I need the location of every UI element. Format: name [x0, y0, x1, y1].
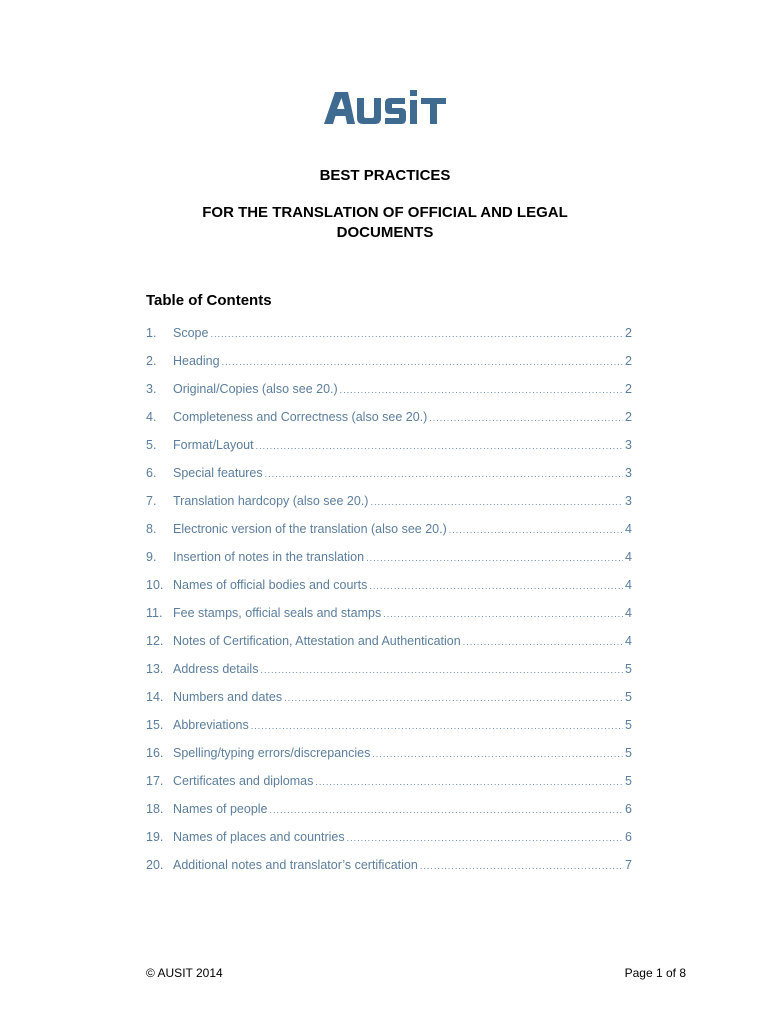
- toc-item-title[interactable]: Names of official bodies and courts: [173, 578, 368, 592]
- toc-dot-leader: [340, 379, 623, 401]
- toc-dot-leader: [463, 631, 623, 653]
- toc-item-12[interactable]: [146, 630, 632, 658]
- toc-item-number: 11.: [146, 606, 163, 620]
- toc-dot-leader: [270, 799, 624, 821]
- toc-item-13[interactable]: [146, 658, 632, 686]
- toc-item-11[interactable]: [146, 602, 632, 630]
- toc-item-number: 4.: [146, 410, 157, 424]
- toc-item-number: 9.: [146, 550, 157, 564]
- document-subtitle: [0, 203, 770, 243]
- ausit-logo: [322, 88, 448, 126]
- toc-dot-leader: [449, 519, 623, 541]
- toc-item-2[interactable]: [146, 350, 632, 378]
- toc-item-number: 2.: [146, 354, 157, 368]
- toc-item-number: 19.: [146, 830, 164, 844]
- toc-item-title[interactable]: Names of places and countries: [173, 830, 345, 844]
- toc-item-number: 12.: [146, 634, 164, 648]
- toc-dot-leader: [347, 827, 623, 849]
- toc-item-page[interactable]: 2: [625, 354, 632, 368]
- toc-item-4[interactable]: [146, 406, 632, 434]
- toc-item-number: 1.: [146, 326, 157, 340]
- toc-item-number: 8.: [146, 522, 157, 536]
- toc-dot-leader: [369, 575, 623, 597]
- toc-dot-leader: [383, 603, 623, 625]
- toc-dot-leader: [370, 491, 623, 513]
- toc-item-title[interactable]: Additional notes and translator’s certification: [173, 858, 418, 872]
- toc-item-title[interactable]: Heading: [173, 354, 220, 368]
- toc-item-number: 17.: [146, 774, 164, 788]
- toc-item-page[interactable]: 7: [625, 858, 632, 872]
- toc-item-page[interactable]: 2: [625, 382, 632, 396]
- toc-item-title[interactable]: Special features: [173, 466, 263, 480]
- toc-item-17[interactable]: [146, 770, 632, 798]
- toc-item-18[interactable]: [146, 798, 632, 826]
- toc-item-title[interactable]: Electronic version of the translation (also see 20.): [173, 522, 447, 536]
- toc-item-title[interactable]: Certificates and diplomas: [173, 774, 314, 788]
- toc-item-page[interactable]: 4: [625, 522, 632, 536]
- toc-item-9[interactable]: [146, 546, 632, 574]
- toc-item-title[interactable]: Abbreviations: [173, 718, 249, 732]
- toc-item-title[interactable]: Original/Copies (also see 20.): [173, 382, 338, 396]
- toc-dot-leader: [251, 715, 623, 737]
- toc-item-title[interactable]: Address details: [173, 662, 259, 676]
- toc-item-page[interactable]: 3: [625, 466, 632, 480]
- toc-dot-leader: [420, 855, 623, 877]
- toc-item-page[interactable]: 4: [625, 578, 632, 592]
- toc-item-15[interactable]: [146, 714, 632, 742]
- toc-heading: Table of Contents: [146, 292, 272, 309]
- toc-item-page[interactable]: 2: [625, 410, 632, 424]
- toc-item-number: 18.: [146, 802, 164, 816]
- toc-item-20[interactable]: [146, 854, 632, 882]
- document-subtitle-line-1: FOR THE TRANSLATION OF OFFICIAL AND LEGAL: [202, 204, 568, 221]
- toc-item-page[interactable]: 4: [625, 550, 632, 564]
- toc-item-1[interactable]: [146, 322, 632, 350]
- toc-dot-leader: [256, 435, 623, 457]
- toc-item-title[interactable]: Scope: [173, 326, 209, 340]
- toc-item-page[interactable]: 4: [625, 606, 632, 620]
- toc-item-page[interactable]: 6: [625, 802, 632, 816]
- toc-item-title[interactable]: Completeness and Correctness (also see 20.): [173, 410, 428, 424]
- toc-item-title[interactable]: Translation hardcopy (also see 20.): [173, 494, 369, 508]
- toc-item-title[interactable]: Names of people: [173, 802, 268, 816]
- toc-item-8[interactable]: [146, 518, 632, 546]
- toc-item-page[interactable]: 5: [625, 718, 632, 732]
- toc-item-6[interactable]: [146, 462, 632, 490]
- toc-dot-leader: [222, 351, 623, 373]
- toc-item-title[interactable]: Numbers and dates: [173, 690, 283, 704]
- toc-item-10[interactable]: [146, 574, 632, 602]
- toc-item-page[interactable]: 3: [625, 438, 632, 452]
- table-of-contents: [146, 322, 632, 882]
- toc-item-14[interactable]: [146, 686, 632, 714]
- toc-dot-leader: [260, 659, 623, 681]
- toc-item-page[interactable]: 2: [625, 326, 632, 340]
- toc-item-title[interactable]: Format/Layout: [173, 438, 254, 452]
- toc-item-page[interactable]: 5: [625, 662, 632, 676]
- toc-item-number: 6.: [146, 466, 157, 480]
- toc-item-number: 14.: [146, 690, 164, 704]
- toc-dot-leader: [366, 547, 623, 569]
- toc-item-number: 3.: [146, 382, 157, 396]
- toc-item-page[interactable]: 4: [625, 634, 632, 648]
- toc-dot-leader: [210, 323, 623, 345]
- document-subtitle-line-2: DOCUMENTS: [336, 224, 434, 241]
- toc-item-number: 5.: [146, 438, 157, 452]
- toc-dot-leader: [265, 463, 623, 485]
- toc-dot-leader: [315, 771, 623, 793]
- toc-item-number: 13.: [146, 662, 164, 676]
- toc-item-7[interactable]: [146, 490, 632, 518]
- toc-dot-leader: [372, 743, 623, 765]
- toc-item-title[interactable]: Fee stamps, official seals and stamps: [173, 606, 382, 620]
- toc-item-5[interactable]: [146, 434, 632, 462]
- toc-item-3[interactable]: [146, 378, 632, 406]
- footer-page-number: Page 1 of 8: [624, 966, 686, 980]
- toc-item-page[interactable]: 5: [625, 746, 632, 760]
- toc-item-number: 20.: [146, 858, 164, 872]
- toc-item-title[interactable]: Insertion of notes in the translation: [173, 550, 365, 564]
- toc-item-page[interactable]: 5: [625, 774, 632, 788]
- footer-copyright: © AUSIT 2014: [146, 966, 223, 980]
- toc-item-number: 10.: [146, 578, 164, 592]
- toc-item-number: 15.: [146, 718, 164, 732]
- toc-item-number: 7.: [146, 494, 157, 508]
- toc-dot-leader: [429, 407, 623, 429]
- document-title: BEST PRACTICES: [319, 167, 451, 184]
- toc-item-16[interactable]: [146, 742, 632, 770]
- toc-item-page[interactable]: 5: [625, 690, 632, 704]
- toc-item-page[interactable]: 3: [625, 494, 632, 508]
- toc-item-title[interactable]: Spelling/typing errors/discrepancies: [173, 746, 371, 760]
- toc-item-page[interactable]: 6: [625, 830, 632, 844]
- toc-item-title[interactable]: Notes of Certification, Attestation and Authentication: [173, 634, 461, 648]
- toc-item-number: 16.: [146, 746, 164, 760]
- toc-item-19[interactable]: [146, 826, 632, 854]
- toc-dot-leader: [284, 687, 623, 709]
